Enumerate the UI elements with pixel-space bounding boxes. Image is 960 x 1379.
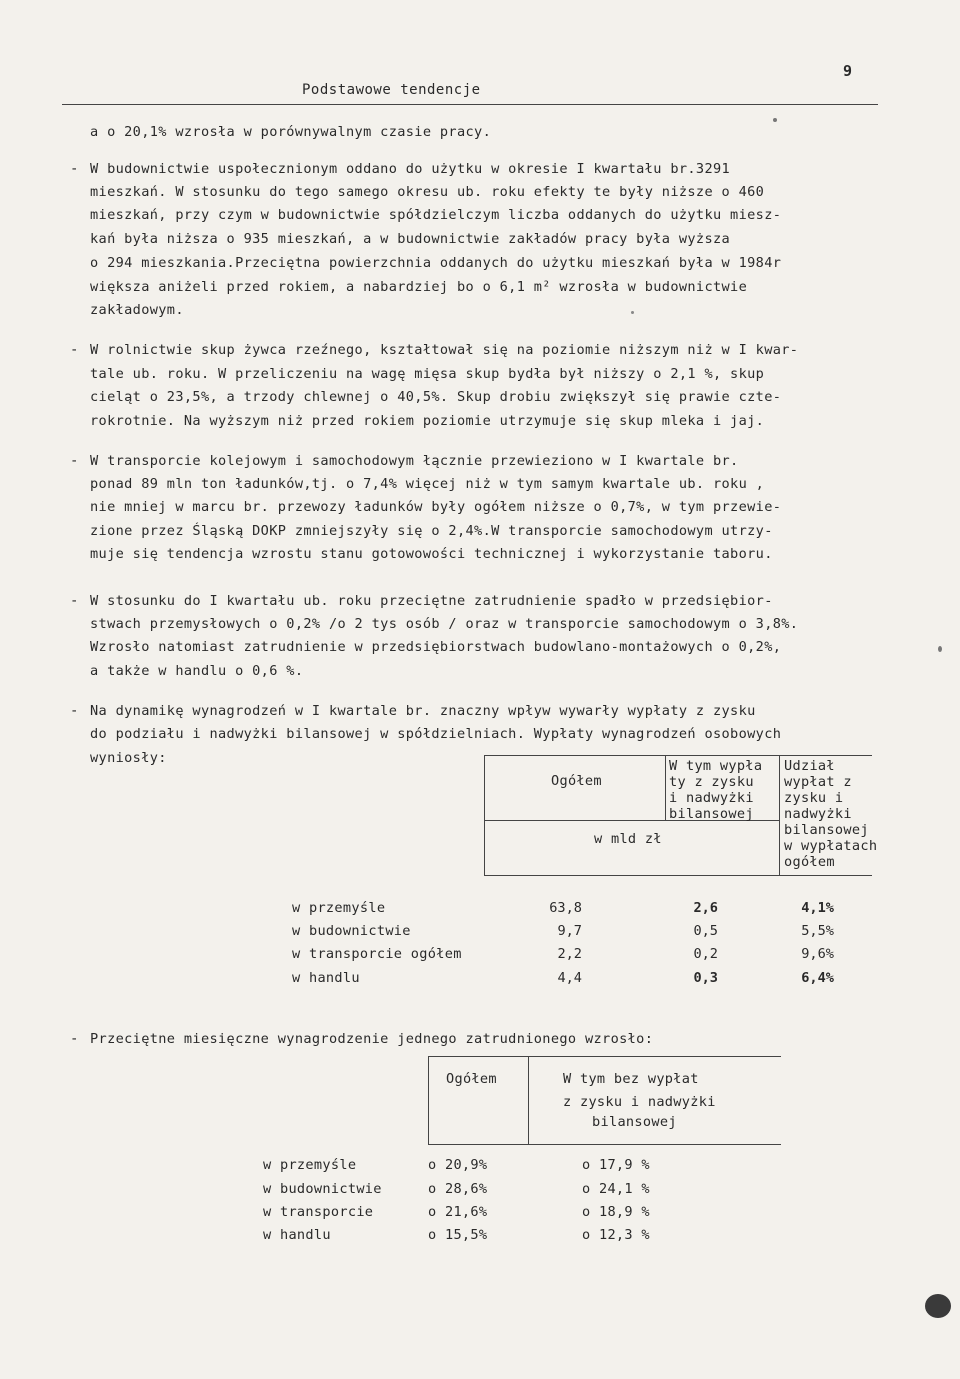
paragraph-line: mieszkań, przy czym w budownictwie spółdzielczym liczba oddanych do użytku miesz- bbox=[90, 207, 782, 223]
paragraph-line: ponad 89 mln ton ładunków,tj. o 7,4% więcej niż w tym samym kwartale ub. roku , bbox=[90, 476, 765, 492]
table-rule bbox=[484, 755, 872, 756]
bullet-dash: - bbox=[70, 1031, 79, 1047]
cell-bez: o 17,9 % bbox=[582, 1157, 650, 1173]
scan-speck bbox=[938, 646, 942, 652]
paragraph-line: tale ub. roku. W przeliczeniu na wagę mięsa skup bydła był niższy o 2,1 %, skup bbox=[90, 366, 765, 382]
cell-ogolem: o 20,9% bbox=[428, 1157, 488, 1173]
cell-bez: o 18,9 % bbox=[582, 1204, 650, 1220]
cell-ogolem: o 15,5% bbox=[428, 1227, 488, 1243]
column-header-line: bilansowej bbox=[592, 1114, 677, 1130]
paragraph-average-wage: Przeciętne miesięczne wynagrodzenie jednego zatrudnionego wzrosło: bbox=[90, 1031, 654, 1047]
paragraph-line: a także w handlu o 0,6 %. bbox=[90, 663, 304, 679]
column-header-line: Udział bbox=[784, 758, 835, 774]
column-header-ogolem: Ogółem bbox=[551, 773, 602, 789]
paragraph-line: kań była niższa o 935 mieszkań, a w budownictwie zakładów pracy była wyższa bbox=[90, 231, 731, 247]
paragraph-line: o 294 mieszkania.Przeciętna powierzchnia oddanych do użytku mieszkań była w 1984r bbox=[90, 255, 782, 271]
paragraph-line: rokrotnie. Na wyższym niż przed rokiem poziomie utrzymuje się skup mleka i jaj. bbox=[90, 413, 765, 429]
scan-speck bbox=[631, 311, 634, 314]
row-label: w przemyśle bbox=[292, 900, 386, 916]
scan-speck bbox=[925, 1294, 951, 1318]
column-header-ogolem: Ogółem bbox=[446, 1071, 497, 1087]
paragraph-line: do podziału i nadwyżki bilansowej w spółdzielniach. Wypłaty wynagrodzeń osobowych bbox=[90, 726, 782, 742]
cell-wtym: 0,5 bbox=[693, 923, 718, 939]
header-rule bbox=[62, 104, 878, 105]
table-rule bbox=[484, 755, 485, 875]
paragraph-line: W transporcie kolejowym i samochodowym łącznie przewieziono w I kwartale br. bbox=[90, 453, 739, 469]
row-label: w handlu bbox=[292, 970, 360, 986]
unit-label: w mld zł bbox=[594, 831, 662, 847]
paragraph-line: zakładowym. bbox=[90, 302, 184, 318]
row-label: w transporcie ogółem bbox=[292, 946, 462, 962]
column-header-line: ogółem bbox=[784, 854, 835, 870]
bullet-dash: - bbox=[70, 703, 79, 719]
paragraph-line: mieszkań. W stosunku do tego samego okresu ub. roku efekty te były niższe o 460 bbox=[90, 184, 765, 200]
cell-wtym: 2,6 bbox=[693, 900, 718, 916]
table-rule bbox=[428, 1056, 781, 1057]
running-header-title: Podstawowe tendencje bbox=[302, 82, 481, 98]
bullet-dash: - bbox=[70, 593, 79, 609]
paragraph-line: zione przez Śląską DOKP zmniejszyły się o 2,4%.W transporcie samochodowym utrzy- bbox=[90, 523, 773, 539]
cell-ogolem: 2,2 bbox=[557, 946, 582, 962]
cell-ogolem: 4,4 bbox=[557, 970, 582, 986]
cell-udzial: 9,6% bbox=[801, 946, 834, 962]
row-label: w budownictwie bbox=[263, 1181, 382, 1197]
bullet-dash: - bbox=[70, 342, 79, 358]
cell-wtym: 0,2 bbox=[693, 946, 718, 962]
cell-udzial: 5,5% bbox=[801, 923, 834, 939]
column-header-line: zysku i bbox=[784, 790, 844, 806]
cell-udzial: 6,4% bbox=[801, 970, 834, 986]
cell-ogolem: 63,8 bbox=[549, 900, 582, 916]
column-header-line: nadwyżki bbox=[784, 806, 852, 822]
column-header-line: z zysku i nadwyżki bbox=[563, 1094, 716, 1110]
row-label: w handlu bbox=[263, 1227, 331, 1243]
cell-bez: o 12,3 % bbox=[582, 1227, 650, 1243]
table-rule bbox=[779, 755, 780, 875]
cell-ogolem: o 21,6% bbox=[428, 1204, 488, 1220]
bullet-dash: - bbox=[70, 161, 79, 177]
paragraph-line: Wzrosło natomiast zatrudnienie w przedsiębiorstwach budowlano-montażowych o 0,2%, bbox=[90, 639, 782, 655]
column-header-line: w wypłatach bbox=[784, 838, 878, 854]
column-header-line: bilansowej bbox=[669, 806, 754, 822]
column-header-line: W tym wypła bbox=[669, 758, 763, 774]
cell-bez: o 24,1 % bbox=[582, 1181, 650, 1197]
paragraph-line: stwach przemysłowych o 0,2% /o 2 tys osób / oraz w transporcie samochodowym o 3,8%. bbox=[90, 616, 799, 632]
paragraph-line: większa aniżeli przed rokiem, a nabardziej bo o 6,1 m² wzrosła w budownictwie bbox=[90, 279, 748, 295]
column-header-line: i nadwyżki bbox=[669, 790, 754, 806]
paragraph-line: cieląt o 23,5%, a trzody chlewnej o 40,5%. Skup drobiu zwiększył się prawie czte- bbox=[90, 389, 782, 405]
column-header-line: bilansowej bbox=[784, 822, 869, 838]
bullet-dash: - bbox=[70, 453, 79, 469]
table-rule bbox=[665, 755, 666, 820]
paragraph-line: W budownictwie uspołecznionym oddano do użytku w okresie I kwartału br.3291 bbox=[90, 161, 731, 177]
column-header-line: wypłat z bbox=[784, 774, 852, 790]
paragraph-continuation-line: a o 20,1% wzrosła w porównywalnym czasie pracy. bbox=[90, 124, 492, 140]
row-label: w przemyśle bbox=[263, 1157, 357, 1173]
cell-wtym: 0,3 bbox=[693, 970, 718, 986]
table-rule bbox=[428, 1144, 781, 1145]
row-label: w transporcie bbox=[263, 1204, 374, 1220]
table-rule bbox=[484, 875, 872, 876]
cell-ogolem: o 28,6% bbox=[428, 1181, 488, 1197]
paragraph-line: wyniosły: bbox=[90, 750, 167, 766]
scan-speck bbox=[773, 118, 777, 122]
paragraph-line: nie mniej w marcu br. przewozy ładunków były ogółem niższe o 0,7%, w tym przewie- bbox=[90, 499, 782, 515]
page-number: 9 bbox=[843, 62, 853, 80]
table-rule bbox=[428, 1056, 429, 1144]
paragraph-line: Na dynamikę wynagrodzeń w I kwartale br. znaczny wpływ wywarły wypłaty z zysku bbox=[90, 703, 756, 719]
cell-udzial: 4,1% bbox=[801, 900, 834, 916]
table-rule bbox=[528, 1056, 529, 1144]
paragraph-line: W rolnictwie skup żywca rzeźnego, kształtował się na poziomie niższym niż w I kwar- bbox=[90, 342, 799, 358]
cell-ogolem: 9,7 bbox=[557, 923, 582, 939]
paragraph-line: muje się tendencja wzrostu stanu gotowowości technicznej i wykorzystanie taboru. bbox=[90, 546, 773, 562]
row-label: w budownictwie bbox=[292, 923, 411, 939]
column-header-line: ty z zysku bbox=[669, 774, 754, 790]
paragraph-line: W stosunku do I kwartału ub. roku przeciętne zatrudnienie spadło w przedsiębior- bbox=[90, 593, 773, 609]
column-header-line: W tym bez wypłat bbox=[563, 1071, 699, 1087]
